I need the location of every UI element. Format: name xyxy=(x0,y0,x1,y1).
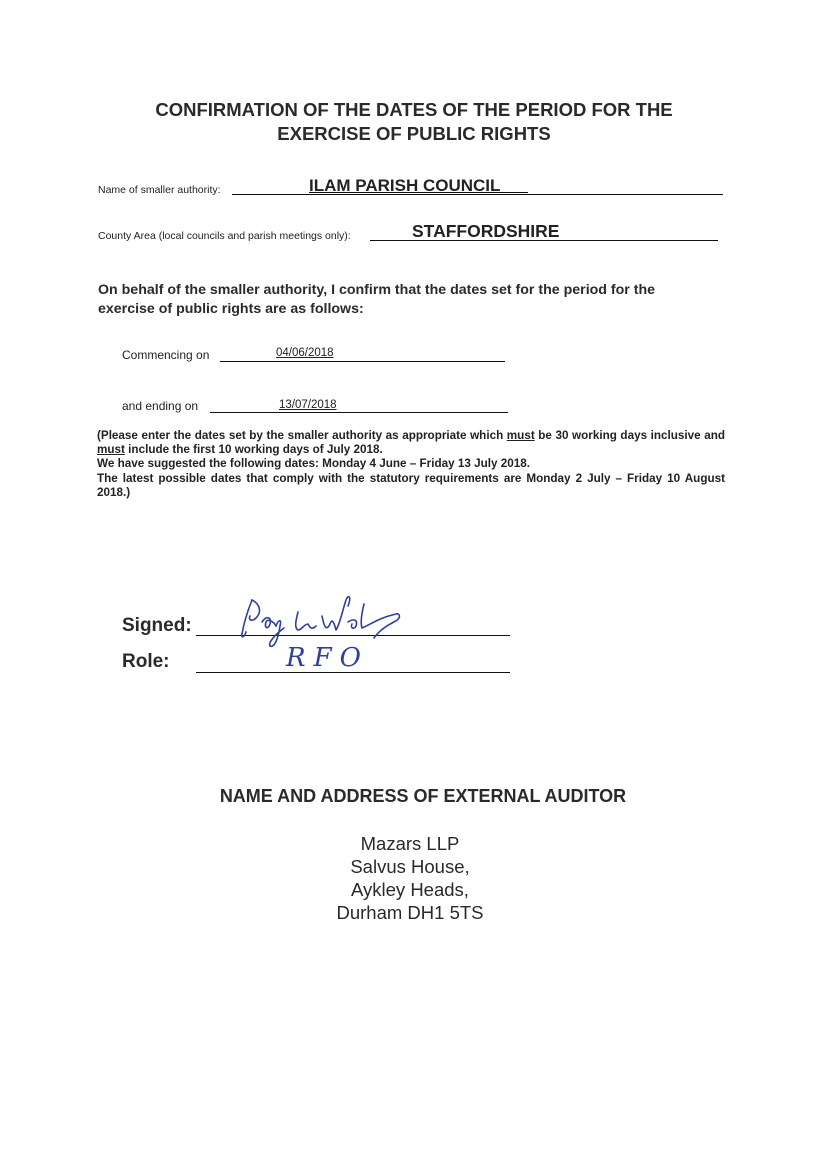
authority-value-underline xyxy=(309,192,528,193)
commencing-label: Commencing on xyxy=(122,348,210,362)
auditor-address-line-1: Salvus House, xyxy=(350,856,470,877)
external-auditor-heading: NAME AND ADDRESS OF EXTERNAL AUDITOR xyxy=(219,786,627,806)
note-must-2: must xyxy=(97,443,125,457)
auditor-address-block xyxy=(0,832,820,924)
role-handwritten: RFO xyxy=(286,643,369,673)
title-line-1: CONFIRMATION OF THE DATES OF THE PERIOD FOR THE xyxy=(155,99,673,120)
note-line-3: The latest possible dates that comply with the statutory requirements are Monday 2 July – Friday 10 August 2018.) xyxy=(97,471,725,499)
ending-date: 13/07/2018 xyxy=(279,399,337,411)
authority-label: Name of smaller authority: xyxy=(98,184,221,196)
note-must-1: must xyxy=(506,429,535,442)
title-line-2: EXERCISE OF PUBLIC RIGHTS xyxy=(277,123,551,144)
county-value: STAFFORDSHIRE xyxy=(412,221,560,241)
role-label: Role: xyxy=(122,651,170,672)
signed-label: Signed: xyxy=(122,615,192,636)
ending-underline xyxy=(210,412,508,413)
authority-value: ILAM PARISH COUNCIL xyxy=(309,176,501,195)
auditor-name: Mazars LLP xyxy=(360,833,460,854)
commencing-date: 04/06/2018 xyxy=(276,347,334,359)
commencing-underline xyxy=(220,361,505,362)
page-title xyxy=(0,98,828,146)
auditor-address-line-2: Aykley Heads, xyxy=(351,879,469,900)
note-line-2: We have suggested the following dates: Monday 4 June – Friday 13 July 2018. xyxy=(97,457,530,471)
note-text-2: be 30 working days inclusive and xyxy=(534,429,725,442)
note-text-1: (Please enter the dates set by the smaller authority as appropriate which xyxy=(97,429,507,442)
ending-label: and ending on xyxy=(122,399,199,413)
auditor-address-line-3: Durham DH1 5TS xyxy=(336,902,484,923)
note-line-1 xyxy=(97,429,725,457)
handwritten-signature xyxy=(228,582,408,652)
note-text-3: include the first 10 working days of July 2018. xyxy=(124,443,383,457)
dates-guidance-note xyxy=(97,429,725,500)
county-label: County Area (local councils and parish meetings only): xyxy=(98,230,351,242)
confirmation-statement: On behalf of the smaller authority, I confirm that the dates set for the period for the exercise of public rights are as follows: xyxy=(98,282,656,317)
